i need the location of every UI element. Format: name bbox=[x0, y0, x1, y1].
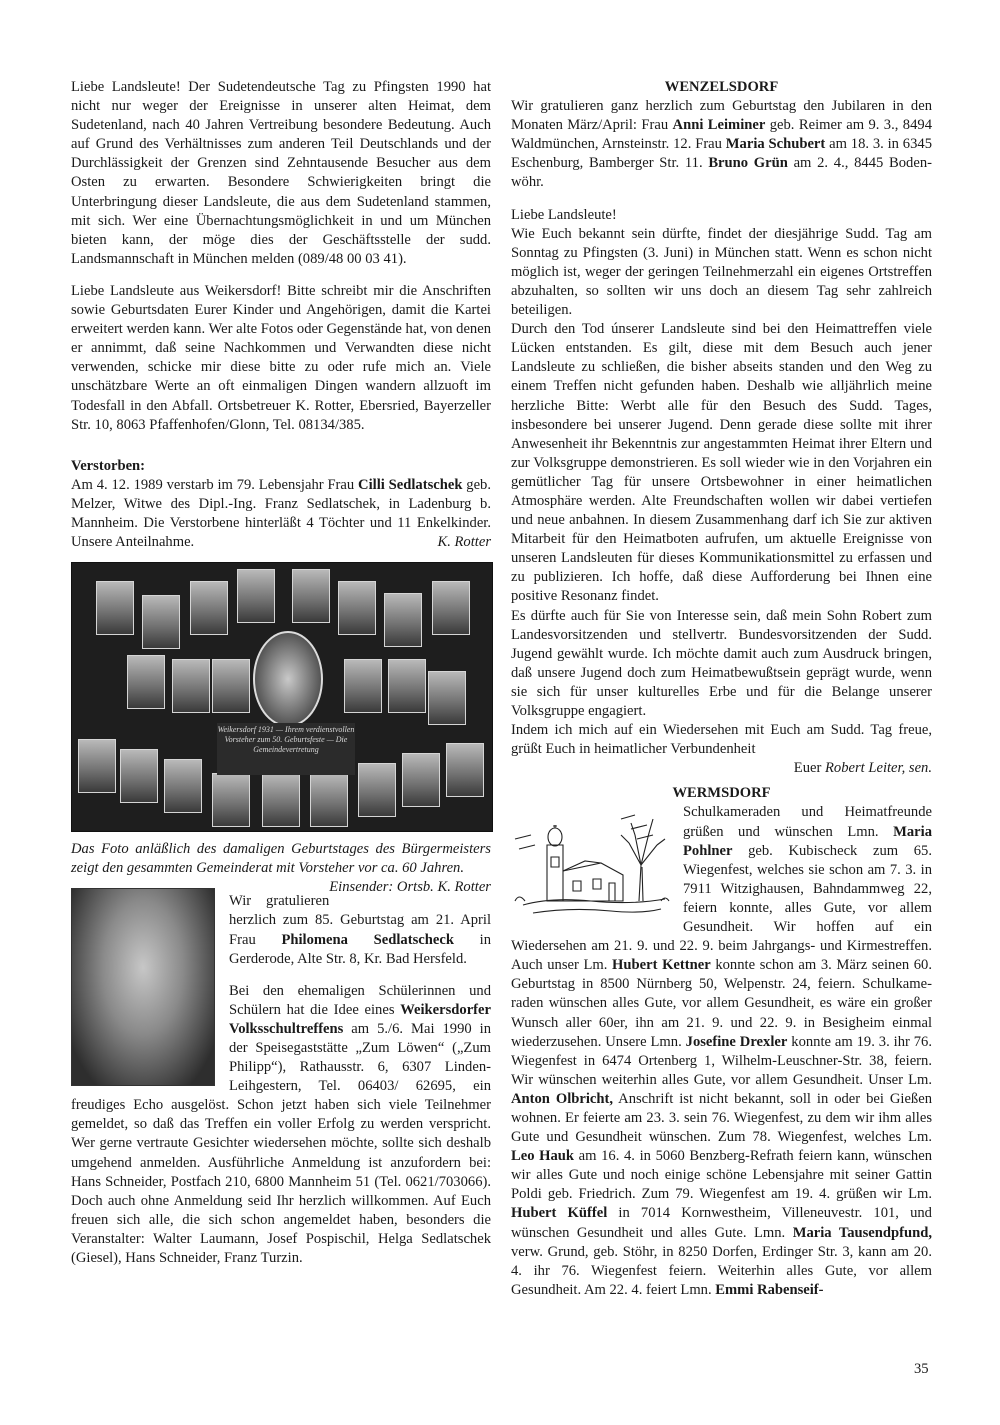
bold-name: Maria Schubert bbox=[725, 136, 826, 153]
wenzelsdorf-text bbox=[511, 98, 932, 190]
wenzelsdorf-heading: WENZELSDORF bbox=[664, 79, 779, 95]
letter-paragraph-1: Wie Euch bekannt sein dürfte, findet der diesjährige Sudd. Tag am Sonntag zu Pfingsten (3. Juni) in München statt. Wenn es schon nicht möglich ist, weger der geringen Teilnehmerzahl ein eigenes Ortstreffen abzuhalten, so sollten wir uns doch an diesem Tag sehr zahlreich beteiligen. bbox=[511, 225, 932, 319]
text-run: in 7014 Kornwestheim, Villeneuvestr. 101, und wünschen Gesundheit und alles Gute. Lmn. bbox=[511, 1205, 932, 1241]
photo-caption-text: Das Foto anläßlich des damaligen Geburtstages des Bürgermeisters zeigt den gesammten Gemeinderat mit Vorsteher vor ca. 60 Jahren. bbox=[71, 841, 491, 877]
verstorben-signature: K. Rotter bbox=[437, 534, 491, 551]
bold-name: Leo Hauk bbox=[511, 1148, 575, 1165]
letter-signature bbox=[511, 759, 932, 778]
photo-caption-sender: Einsender: Ortsb. K. Rotter bbox=[329, 879, 491, 896]
text-run: Anschrift ist nicht bekannt, soll in oder bei Gießen wohnen. Er feierte am 23. 3. sein 76. Wiegenfest, zu dem wir ihm alles Gute und Gesundheit wünschen. Zum 78. Wiegenfest, welches Lm. bbox=[511, 1090, 932, 1146]
letter-paragraph-2: Durch den Tod únserer Landsleute sind bei den Heimattreffen viele Lücken entstanden. Es gilt, diese mit dem Besuch auch jener Landsleute zu schließen, die bisher abseits standen und den Weg zu einem Treffen nicht gefunden haben. Deshalb wie alljährlich meine herzliche Bitte: Werbt alle für den Besuch des Sudd. Tages, insbesondere bei unserer Jugend. Denn gerade diese sollte mit ihrer Anwesenheit ihr Bekenntnis zur angestammten Heimat ihrer Eltern und zur Volksgruppe demonstrieren. Es soll wieder wie in den Vorjahren ein gemütlicher Tag für unsere Ortsbewohner in einer heimatlichen Atmosphäre werden. Alte Freundschaften wollen wir dabei vertiefen und neue anbahnen. In diesem Zusammenhang darf ich Sie zur aktiven Mitarbeit für den Heimatboten aufrufen, um aktuelle Ereignisse von unseren Landsleuten für dieses Kommunikationsmittel zu erfassen und zu publizieren. Ich hoffe, daß diese Aufforderung bei Ihnen eine positive Resonanz findet. bbox=[511, 321, 932, 605]
page-number: 35 bbox=[914, 1361, 929, 1377]
text-run: konnte am 19. 3. ihr 76. Wiegenfest in 6474 Ortenberg 1, Wilhelm-Leuschner-Str. 38, feiern. Wir wünschen weiterhin alles Gute, vor allem Gesundheit. Unser Lm. bbox=[511, 1033, 933, 1088]
text-run: Bei den ehemaligen Schülerinnen und Schülern hat die Idee eines bbox=[229, 982, 491, 1018]
text-run: am 18. 3. in 6345 Eschenburg, Bamberger Str. 11. bbox=[511, 136, 932, 172]
text-run: am 16. 4. in 5060 Benzberg-Refrath feiern kann, wünschen wir alles Gute und noch einige schöne Lebensjahre mit seiner Gattin Poldi geb. Friedrich. Zum 79. Wiegenfest am 19. 4. grüßen wir Lm. bbox=[511, 1148, 932, 1203]
text-run: Schulkameraden und Heimatfreunde grüßen und wünschen Lmn. bbox=[683, 804, 932, 840]
text-run: Wir gratulieren herzlich zum 85. Geburtstag am 21. April Frau bbox=[229, 893, 491, 948]
letter-paragraph-4: Indem ich mich auf ein Wiedersehen mit Euch am Sudd. Tag freue, grüßt Euch in heimatlicher Verbundenheit bbox=[511, 722, 932, 758]
left-column bbox=[71, 78, 491, 1268]
bold-name: Cilli Sedlatschek bbox=[358, 476, 463, 493]
verstorben-heading: Verstorben: bbox=[71, 457, 146, 474]
intro-paragraph: Liebe Landsleute! Der Sudetendeutsche Tag zu Pfingsten 1990 hat nicht nur weger der Ereignisse in unserer alten Heimat, dem Sudetenland, nach 40 Jahren Vertreibung besondere Bedeutung. Auch auf Grund des Verhältnisses zum anderen Teil Deutschlands und der Durchlässigkeit der Grenzen sind Zehntausende Besucher aus dem Osten zu erwarten. Besondere Schwierigkeiten bringt die Unterbringung dieser Landsleute, die aus dem Sudetenland stammen, mit sich. Wer eine Übernachtungsmöglichkeit in und um München bieten kann, der möge dies der Geschäftsstelle der sudd. Landsmannschaft in München melden (089/48 00 03 41). bbox=[71, 79, 491, 267]
text-run: geb. Reimer am 9. 3., 8494 Waldmünchen, Arnsteinstr. 12. Frau bbox=[511, 117, 932, 153]
mayor-oval-portrait bbox=[253, 631, 323, 727]
weikersdorf-paragraph: Liebe Landsleute aus Weikersdorf! Bitte schreibt mir die Anschriften sowie Geburtsdaten Eurer Kinder und Angehörigen, damit die Kartei erweitert werden kann. Wer alte Fotos oder Gegenstände hat, von denen er annimmt, daß seine Nachkommen und Verwandten diese nicht verwenden, schicke mir diese bitte zu oder rufe mich an. Viele unschätzbare Werte an oft einmaligen Dingen wandern allzuoft im Todesfall in den Abfall. Ortsbetreuer K. Rotter, Ebersried, Bayerzeller Str. 10, 8063 Pfaffenhofen/Glonn, Tel. 08134/385. bbox=[71, 282, 492, 433]
bold-name: Maria Tausendpfund, bbox=[792, 1224, 932, 1241]
letter-signature-prefix: Euer bbox=[793, 760, 825, 777]
text-run: am 5./6. Mai 1990 in der Speisegaststätte „Zum Löwen“ („Zum Philipp“), Rathausstr. 6, 6307 Linden-Leihgestern, Tel. 06403/ 62695, ein freudiges Echo ausgelöst. Schon jetzt haben sich viele Teilnehmer gemeldet, so daß das Treffen ein voller Erfolg zu werden verspricht. Wer gerne vertraute Gesichter wiedersehen möchte, sollte sich deshalb umgehend anmelden. Ausführliche Anmeldung ist anzufordern bei: Hans Schneider, Postfach 210, 6800 Mannheim 51 (Tel. 0621/703066). Doch auch ohne Anmeldung seid Ihr herzlich willkommen. Auf Euch freuen sich alle, die sich schon angemeldet haben, besonders die Veranstalter: Walter Laumann, Josef Pospischil, Helga Sedlatschek (Giesel), Hans Schneider, Franz Turzin. bbox=[71, 1020, 491, 1267]
bold-name: Hubert Küffel bbox=[511, 1205, 608, 1222]
bold-name: Maria Pohlner bbox=[683, 823, 932, 859]
letter-signature-name: Robert Leiter, sen. bbox=[824, 760, 932, 777]
birthday-text bbox=[229, 893, 491, 966]
text-run: geb. Kubischeck zum 65. Wiegenfest, welches sie schon am 7. 3. in 7911 Witzighausen, Bahndammweg 22, feiern konnte, alles Gute, vor allem Gesundheit. Wir hoffen auf ein Wiedersehen am 21. 9. und 22. 9. beim Jahrgangs- und Kirmestreffen. Auch unser Lm. bbox=[511, 842, 932, 974]
text-run: am 2. 4., 8445 Bodenwöhr. bbox=[511, 155, 932, 191]
bold-name: Anton Olbricht, bbox=[511, 1090, 614, 1107]
letter-greeting: Liebe Landsleute! bbox=[511, 206, 617, 223]
bold-name: Weikersdorfer Volksschultreffens bbox=[229, 1001, 491, 1037]
text-run: verw. Grund, geb. Stöhr, in 8250 Dorfen, Erdinger Str. 3, kann am 20. 4. ihr 76. Wiegenfest feiern. Weiterhin alles Gute, vor allem Gesundheit. Am 22. 4. feiert Lmn. bbox=[511, 1243, 932, 1298]
right-column bbox=[511, 78, 932, 1300]
photo-banner-text: Weikersdorf 1931 — Ihrem verdienstvollen Vorsteher zum 50. Geburtsfeste — Die Gemeindevertretung bbox=[217, 723, 355, 775]
wermsdorf-heading: WERMSDORF bbox=[672, 785, 771, 802]
bold-name: Josefine Drexler bbox=[685, 1033, 788, 1050]
text-run: konnte schon am 3. März seinen 60. Geburtstag in 8500 Nürnberg 50, Welpenstr. 24, feiern. Schulkameraden wünschen alles Gute, vor allem Gesundheit, es wäre ein großer Wunsch aller 60er, ihn am 21. 9. und 22. 9. in Besigheim einmal wiederzusehen. Unsere Lmn. bbox=[511, 957, 932, 1050]
text-run: Am 4. 12. 1989 verstarb im 79. Lebensjahr Frau bbox=[71, 476, 359, 493]
verstorben-paragraph bbox=[71, 476, 491, 552]
photo-caption bbox=[71, 840, 491, 896]
bold-name: Philomena Sedlatscheck bbox=[281, 931, 454, 948]
bold-name: Emmi Rabenseif- bbox=[715, 1281, 824, 1298]
wenzelsdorf-paragraph bbox=[511, 97, 932, 192]
letter-paragraph-3: Es dürfte auch für Sie von Interesse sein, daß mein Sohn Robert zum Landesvorsitzenden und stellvertr. Bundesvorsitzenden der Sudd. Jugend gewählt wurde. Ich möchte damit auch zum Ausdruck bringen, daß unsere Jugend doch zum Heimatbewußtsein geprägt wurde, wenn sie sich für unser kulturelles Erbe und für die Belange unserer Volksgruppe engagiert. bbox=[511, 607, 932, 719]
church-icon bbox=[511, 805, 671, 921]
philomena-portrait-photo bbox=[71, 888, 215, 1086]
text-run: Wir gratulieren ganz herzlich zum Geburtstag den Jubilaren in den Monaten März/April: Frau bbox=[511, 98, 932, 134]
bold-name: Bruno Grün bbox=[708, 155, 788, 172]
church-drawing bbox=[511, 805, 671, 921]
verstorben-text bbox=[71, 477, 491, 550]
text-run: in Gerderode, Alte Str. 8, Kr. Bad Hersfeld. bbox=[229, 931, 491, 967]
text-run: geb. Melzer, Witwe des Dipl.-Ing. Franz Sedlatschek, in Ladenburg b. Mannheim. Die Verstorbene hinterläßt 4 Töchter und 11 Enkelkinder. Unsere Anteilnahme. bbox=[71, 476, 491, 551]
bold-name: Anni Leiminer bbox=[672, 117, 766, 134]
bold-name: Hubert Kettner bbox=[612, 957, 711, 974]
council-group-photo bbox=[71, 562, 493, 832]
